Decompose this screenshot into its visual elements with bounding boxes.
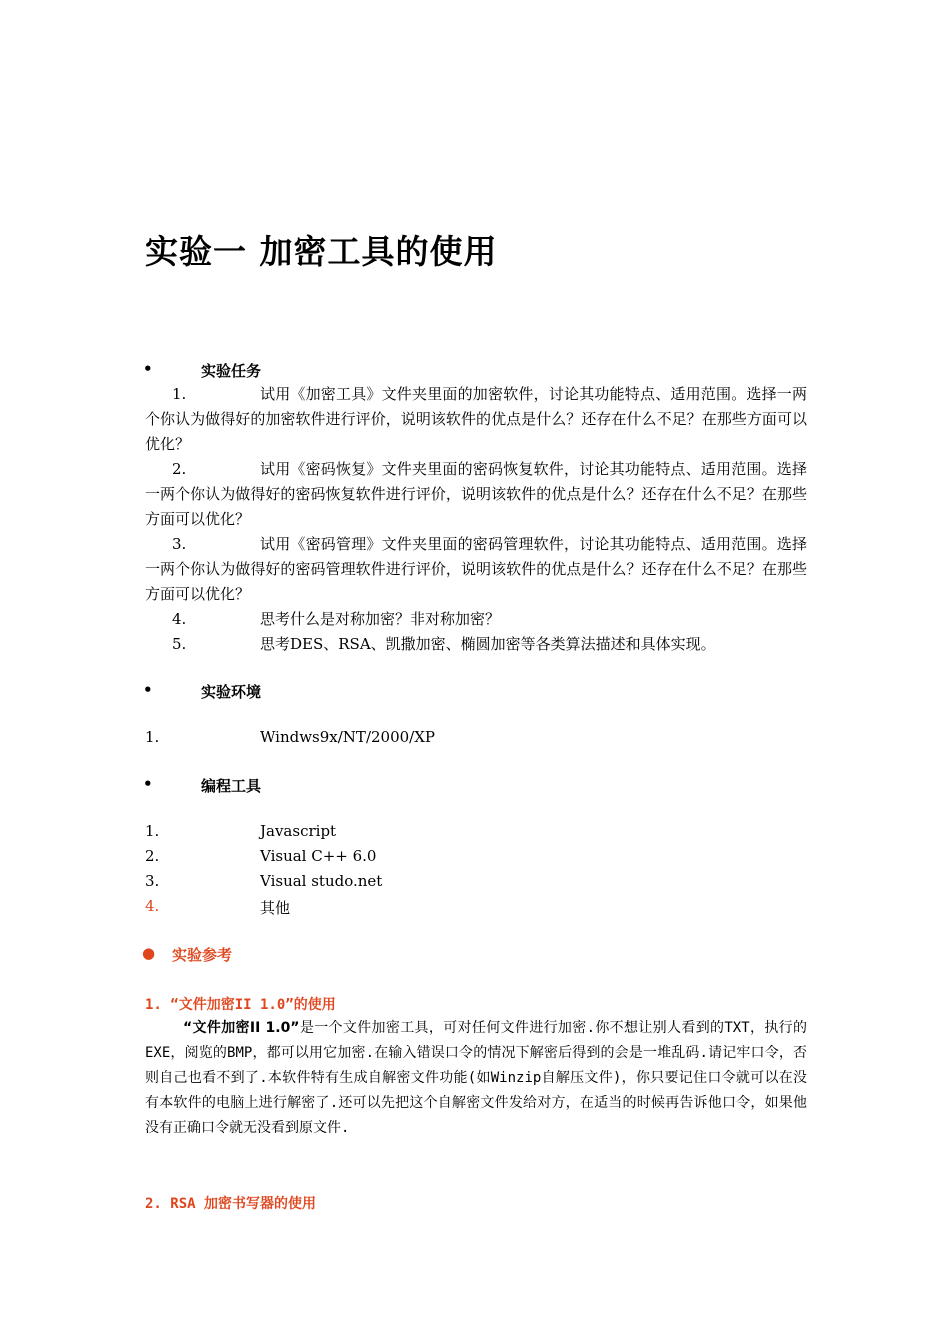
task-item-5 <box>145 632 807 657</box>
item-number: 3. <box>145 872 160 890</box>
item-number: 1. <box>145 822 160 840</box>
paragraph-bold-lead: “文件加密II 1.0” <box>183 1020 300 1036</box>
section-label: 编程工具 <box>201 777 262 795</box>
item-text: 其他 <box>260 899 291 917</box>
reference-paragraph <box>145 1016 807 1141</box>
task-item-3 <box>145 532 807 607</box>
item-number: 1. <box>145 728 160 746</box>
red-bullet-icon: ● <box>142 944 156 962</box>
item-number: 2. <box>145 847 160 865</box>
item-number: 1. <box>172 385 187 403</box>
task-item-4 <box>145 607 807 632</box>
item-number: 5. <box>172 635 187 653</box>
item-text: 试用《密码管理》文件夹里面的密码管理软件，讨论其功能特点、适用范围。选择一两个你认为做得好的密码管理软件进行评价，说明该软件的优点是什么？还存在什么不足？在那些方面可以优化？ <box>145 535 807 603</box>
reference-subheading-2: 2. RSA 加密书写器的使用 <box>145 1196 317 1212</box>
item-number: 2. <box>172 460 187 478</box>
item-number: 4. <box>145 897 160 915</box>
paragraph-text: 是一个文件加密工具，可对任何文件进行加密.你不想让别人看到的TXT，执行的EXE，阅览的BMP，都可以用它加密.在输入错误口令的情况下解密后得到的会是一堆乱码.请记牢口令，否则自己也看不到了.本软件特有生成自解密文件功能(如Winzip自解压文件)，你只要记住口令就可以在没有本软件的电脑上进行解密了.还可以先把这个自解密文件发给对方，在适当的时候再告诉他口令，如果他没有正确口令就无没看到原文件. <box>145 1020 807 1136</box>
item-text: 思考什么是对称加密？非对称加密？ <box>260 610 501 628</box>
reference-subheading-1: 1. “文件加密II 1.0”的使用 <box>145 997 336 1013</box>
task-item-1 <box>145 382 807 457</box>
section-label: 实验环境 <box>201 683 262 701</box>
task-item-2 <box>145 457 807 532</box>
item-text: Visual C++ 6.0 <box>260 847 377 865</box>
bullet-icon: • <box>143 775 153 793</box>
section-label: 实验任务 <box>201 362 262 380</box>
item-number: 3. <box>172 535 187 553</box>
item-text: Windws9x/NT/2000/XP <box>260 728 435 746</box>
bullet-icon: • <box>143 681 153 699</box>
bullet-icon: • <box>143 360 153 378</box>
item-text: Javascript <box>260 822 337 840</box>
item-text: 试用《加密工具》文件夹里面的加密软件，讨论其功能特点、适用范围。选择一两个你认为做得好的加密软件进行评价，说明该软件的优点是什么？还存在什么不足？在那些方面可以优化？ <box>145 385 807 453</box>
section-label: 实验参考 <box>172 946 233 964</box>
page-title: 实验一 加密工具的使用 <box>145 232 498 271</box>
item-text: Visual studo.net <box>260 872 383 890</box>
item-number: 4. <box>172 610 187 628</box>
item-text: 试用《密码恢复》文件夹里面的密码恢复软件，讨论其功能特点、适用范围。选择一两个你认为做得好的密码恢复软件进行评价，说明该软件的优点是什么？还存在什么不足？在那些方面可以优化？ <box>145 460 807 528</box>
item-text: 思考DES、RSA、凯撒加密、椭圆加密等各类算法描述和具体实现。 <box>260 635 716 653</box>
